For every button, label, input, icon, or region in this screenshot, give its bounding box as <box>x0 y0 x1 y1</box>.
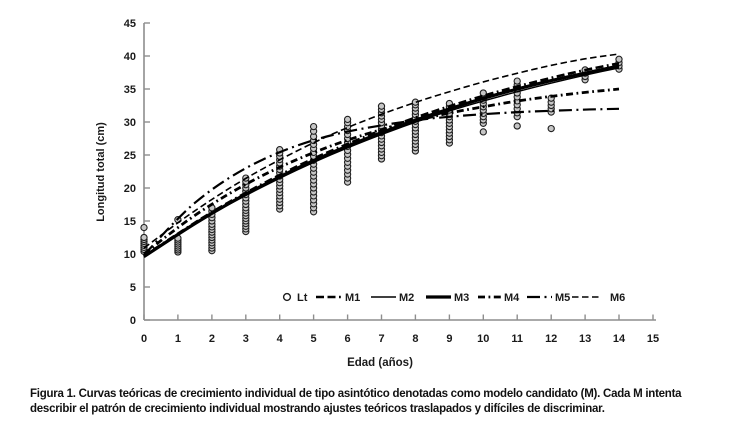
legend-label-Lt: Lt <box>297 292 308 304</box>
scatter-point <box>514 123 520 129</box>
y-axis-ticks <box>124 18 150 327</box>
x-tick-label: 6 <box>344 333 351 345</box>
x-tick-label: 3 <box>242 333 249 345</box>
scatter-point <box>141 234 147 240</box>
scatter-point <box>311 124 317 130</box>
y-tick-label: 40 <box>123 51 136 63</box>
legend <box>284 292 626 304</box>
y-tick-label: 45 <box>123 18 136 30</box>
scatter-point <box>141 225 147 231</box>
y-tick-label: 20 <box>123 183 136 195</box>
x-tick-label: 12 <box>545 333 558 345</box>
scatter-point <box>378 103 384 109</box>
x-tick-label: 14 <box>612 333 626 345</box>
y-tick-label: 30 <box>123 117 136 129</box>
legend-label-M4: M4 <box>504 292 520 304</box>
scatter-point <box>480 129 486 135</box>
legend-label-M6: M6 <box>610 292 626 304</box>
x-axis-title: Edad (años) <box>347 357 413 369</box>
x-tick-label: 15 <box>646 333 660 345</box>
x-tick-label: 5 <box>310 333 317 345</box>
figure-caption-line2: describir el patrón de crecimiento individual mostrando ajustes teóricos traslapados y difíciles de discriminar. <box>30 403 605 415</box>
scatter-point <box>514 78 520 84</box>
scatter-series-Lt <box>141 56 622 255</box>
scatter-point <box>616 56 622 62</box>
legend-marker-Lt <box>284 294 291 301</box>
y-tick-label: 10 <box>123 249 136 261</box>
legend-label-M2: M2 <box>399 292 415 304</box>
x-tick-label: 7 <box>378 333 385 345</box>
y-axis-title: Longitud total (cm) <box>95 122 107 222</box>
scatter-point <box>345 116 351 122</box>
x-tick-label: 0 <box>140 333 148 345</box>
x-tick-label: 1 <box>174 333 181 345</box>
figure-caption <box>30 387 750 417</box>
figure-caption-line1: Figura 1. Curvas teóricas de crecimiento individual de tipo asintótico denotadas como modelo candidato (M). Cada M intenta <box>30 388 682 400</box>
legend-label-M5: M5 <box>555 292 571 304</box>
y-tick-label: 35 <box>123 84 136 96</box>
legend-label-M1: M1 <box>345 292 361 304</box>
y-tick-label: 25 <box>123 150 136 162</box>
x-tick-label: 2 <box>208 333 215 345</box>
y-tick-label: 15 <box>123 216 136 228</box>
x-tick-label: 8 <box>412 333 419 345</box>
y-tick-label: 5 <box>129 282 136 294</box>
x-tick-label: 4 <box>276 333 283 345</box>
legend-label-M3: M3 <box>454 292 470 304</box>
axes <box>144 23 656 320</box>
y-tick-label: 0 <box>129 315 136 327</box>
x-tick-label: 11 <box>511 333 524 345</box>
scatter-point <box>548 126 554 132</box>
x-axis-ticks <box>141 315 659 346</box>
x-tick-label: 10 <box>477 333 490 345</box>
x-tick-label: 9 <box>446 333 453 345</box>
x-tick-label: 13 <box>578 333 592 345</box>
